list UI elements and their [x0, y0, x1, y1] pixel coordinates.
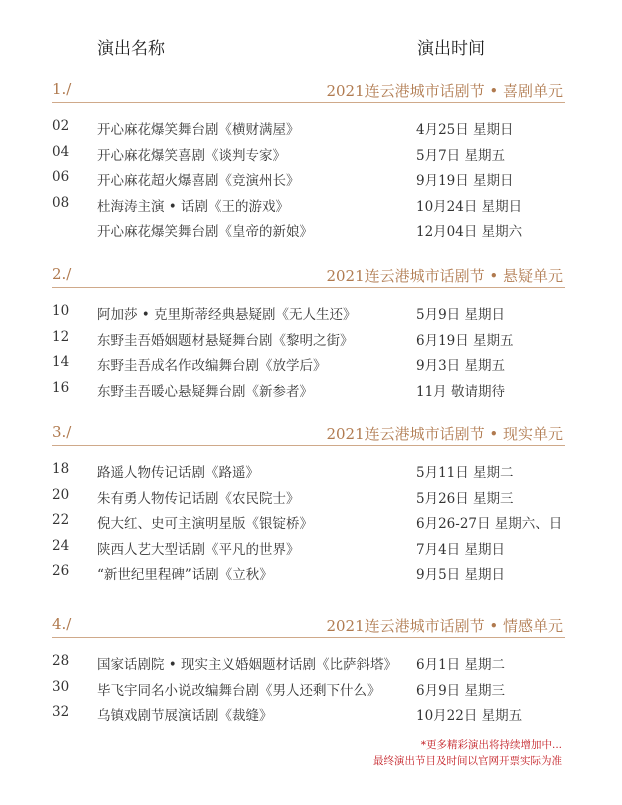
- show-date: 10月24日 星期日: [416, 198, 523, 215]
- page-number: 22: [52, 512, 70, 528]
- show-date: 6月26-27日 星期六、日: [416, 516, 563, 532]
- footer-note-disclaimer: 最终演出节目及时间以官网开票实际为准: [373, 755, 562, 767]
- show-row: [0, 512, 622, 538]
- show-date: 5月11日 星期二: [416, 465, 514, 481]
- section-title: 2021连云港城市话剧节 • 现实单元: [326, 425, 563, 443]
- show-date: 5月7日 星期五: [416, 147, 505, 164]
- page-number: 12: [52, 328, 70, 345]
- show-title: 阿加莎 • 克里斯蒂经典悬疑剧《无人生还》: [97, 307, 357, 323]
- section-title: 2021连云港城市话剧节 • 情感单元: [326, 617, 563, 635]
- section-title: 2021连云港城市话剧节 • 喜剧单元: [326, 82, 563, 100]
- show-row: [0, 487, 622, 513]
- show-title: 开心麻花爆笑喜剧《谈判专家》: [97, 147, 286, 164]
- page-number: 24: [52, 537, 70, 554]
- section-divider: [52, 287, 565, 288]
- section-number: 4./: [52, 615, 72, 633]
- header-time-label: 演出时间: [417, 39, 485, 59]
- page-number: 32: [52, 704, 70, 720]
- page-number: 16: [52, 379, 70, 396]
- show-title: 开心麻花爆笑舞台剧《皇帝的新娘》: [97, 224, 313, 240]
- show-date: 4月25日 星期日: [416, 122, 514, 138]
- show-title: 朱有勇人物传记话剧《农民院士》: [97, 490, 300, 507]
- show-row: [0, 563, 622, 589]
- show-title: 乌镇戏剧节展演话剧《裁缝》: [97, 708, 273, 724]
- page-number: 10: [52, 303, 70, 319]
- show-list: [0, 303, 622, 405]
- page-number: 30: [52, 678, 70, 695]
- page-number: 26: [52, 563, 70, 579]
- show-title: 陕西人艺大型话剧《平凡的世界》: [97, 541, 300, 558]
- show-date: 11月 敬请期待: [416, 383, 505, 400]
- section-title: 2021连云港城市话剧节 • 悬疑单元: [326, 267, 563, 285]
- show-title: 毕飞宇同名小说改编舞台剧《男人还剩下什么》: [97, 682, 381, 699]
- section-number: 3./: [52, 423, 72, 441]
- page-number: 08: [52, 194, 70, 211]
- header-name-label: 演出名称: [97, 39, 165, 59]
- page-number: 04: [52, 143, 70, 160]
- show-row: [0, 354, 622, 380]
- show-title: 路遥人物传记话剧《路遥》: [97, 465, 259, 481]
- show-row: [0, 195, 622, 221]
- show-row: [0, 653, 622, 679]
- section-divider: [52, 102, 565, 103]
- show-date: 5月26日 星期三: [416, 490, 514, 507]
- show-title: 国家话剧院 • 现实主义婚姻题材话剧《比萨斜塔》: [97, 657, 398, 673]
- page-number: 20: [52, 486, 70, 503]
- page-number: 02: [52, 118, 70, 134]
- show-row: [0, 704, 622, 730]
- show-row: [0, 329, 622, 355]
- show-list: [0, 653, 622, 730]
- show-list: [0, 118, 622, 246]
- show-title: 杜海涛主演 • 话剧《王的游戏》: [97, 198, 290, 215]
- show-row: [0, 538, 622, 564]
- show-date: 9月5日 星期日: [416, 567, 505, 583]
- show-date: 7月4日 星期日: [416, 541, 505, 558]
- show-row: [0, 380, 622, 406]
- footer-note-more: *更多精彩演出将持续增加中...: [420, 739, 562, 751]
- show-title: 东野圭吾婚姻题材悬疑舞台剧《黎明之街》: [97, 332, 354, 349]
- show-title: 东野圭吾成名作改编舞台剧《放学后》: [97, 358, 327, 374]
- show-row: [0, 118, 622, 144]
- page-number: 28: [52, 653, 70, 669]
- show-date: 12月04日 星期六: [416, 224, 523, 240]
- show-title: 开心麻花超火爆喜剧《竞演州长》: [97, 173, 300, 189]
- show-title: 开心麻花爆笑舞台剧《横财满屋》: [97, 122, 300, 138]
- section-number: 1./: [52, 80, 72, 98]
- page-number: 06: [52, 169, 70, 185]
- section-number: 2./: [52, 265, 72, 283]
- page-number: 18: [52, 461, 70, 477]
- show-row: [0, 461, 622, 487]
- show-row: [0, 144, 622, 170]
- show-list: [0, 461, 622, 589]
- show-row: [0, 169, 622, 195]
- show-date: 5月9日 星期日: [416, 307, 505, 323]
- show-title: 倪大红、史可主演明星版《银锭桥》: [97, 516, 313, 532]
- section-divider: [52, 637, 565, 638]
- section-divider: [52, 445, 565, 446]
- show-title: “新世纪里程碑”话剧《立秋》: [97, 567, 273, 583]
- show-date: 9月3日 星期五: [416, 358, 505, 374]
- page-number: 14: [52, 354, 70, 370]
- show-row: [0, 220, 622, 246]
- show-row: [0, 303, 622, 329]
- show-date: 10月22日 星期五: [416, 708, 523, 724]
- show-date: 6月1日 星期二: [416, 657, 505, 673]
- show-row: [0, 679, 622, 705]
- show-date: 6月9日 星期三: [416, 682, 505, 699]
- show-date: 9月19日 星期日: [416, 173, 514, 189]
- show-title: 东野圭吾暖心悬疑舞台剧《新参者》: [97, 383, 313, 400]
- show-date: 6月19日 星期五: [416, 332, 514, 349]
